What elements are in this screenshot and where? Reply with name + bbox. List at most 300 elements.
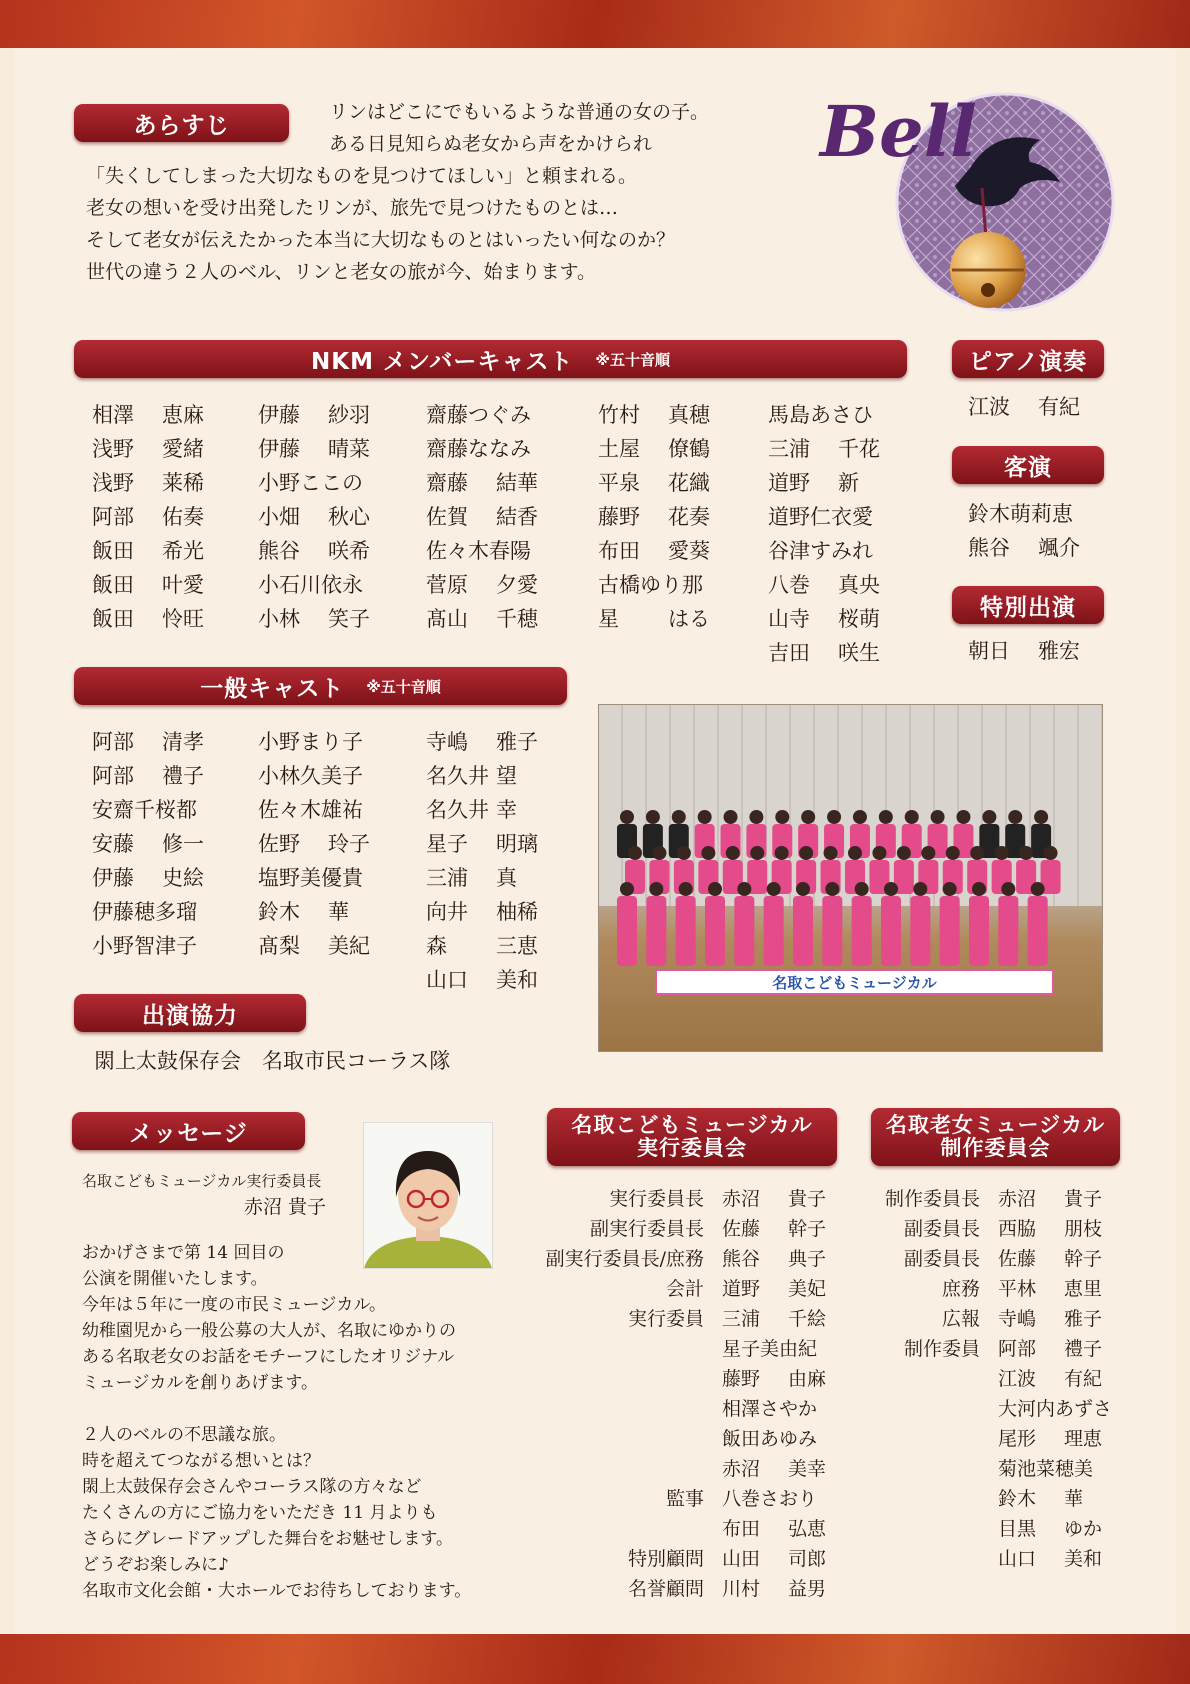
logo-text: Bell — [820, 90, 977, 173]
committee-member — [722, 1364, 826, 1394]
committee-member — [998, 1424, 1102, 1454]
figure-head — [913, 882, 927, 896]
family-name: 浅野 — [92, 437, 134, 461]
cast-name — [598, 466, 710, 500]
given-name: 美和 — [1064, 1548, 1103, 1570]
family-name: 熊谷 — [722, 1248, 761, 1270]
kids-committee-list — [540, 1184, 826, 1604]
cooperation-text: 閖上太鼓保存会 名取市民コーラス隊 — [94, 1049, 451, 1073]
given-name: 結香 — [496, 505, 538, 529]
kids-committee-heading — [547, 1108, 837, 1166]
committee-role: 副委員長 — [903, 1218, 980, 1240]
cast-name — [968, 390, 1080, 424]
message-line: 幼稚園児から一般公募の大人が、名取にゆかりの — [82, 1321, 456, 1341]
figure-head — [943, 882, 957, 896]
cast-name — [92, 725, 204, 759]
full-name: 鈴木萌莉恵 — [968, 502, 1073, 526]
bottom-decorative-band — [0, 1634, 1190, 1684]
committee-member — [998, 1184, 1102, 1214]
figure-head — [897, 846, 911, 860]
cast-name — [258, 861, 370, 895]
given-name: 愛葵 — [668, 539, 710, 563]
given-name: 柚稀 — [496, 900, 538, 924]
full-name: 馬島あさひ — [768, 403, 873, 427]
given-name: 玲子 — [328, 832, 370, 856]
committee-member — [998, 1244, 1102, 1274]
family-name: 尾形 — [998, 1428, 1037, 1450]
family-name: 安藤 — [92, 832, 134, 856]
figure-head — [620, 882, 634, 896]
figure-body — [969, 896, 989, 966]
given-name: 禮子 — [162, 764, 204, 788]
cast-name — [426, 398, 538, 432]
synopsis-line: ある日見知らぬ老女から声をかけられ — [329, 133, 653, 155]
synopsis-line: 「失くしてしまった大切なものを見つけてほしい」と頼まれる。 — [86, 165, 638, 187]
committee-row — [866, 1484, 1112, 1514]
committee-row — [866, 1364, 1112, 1394]
cast-name — [92, 398, 204, 432]
cast-name — [768, 636, 880, 670]
committee-role — [866, 1514, 980, 1544]
figure-head — [921, 846, 935, 860]
given-name: 益男 — [788, 1578, 827, 1600]
cast-name — [92, 534, 204, 568]
committee-row — [866, 1244, 1112, 1274]
full-name: 小林久美子 — [258, 764, 363, 788]
full-name: 相澤さやか — [722, 1398, 818, 1420]
given-name: 幸 — [496, 798, 517, 822]
family-name: 鈴木 — [258, 900, 300, 924]
cast-name — [598, 432, 710, 466]
figure-head — [749, 810, 763, 824]
cast-name — [92, 602, 204, 636]
committee-role — [866, 1544, 980, 1574]
committee-row — [540, 1334, 826, 1364]
family-name: 森 — [426, 934, 447, 958]
committee-row — [540, 1574, 826, 1604]
family-name: 名久井 — [426, 764, 489, 788]
general-cast-column — [92, 725, 204, 963]
given-name: 禮子 — [1064, 1338, 1103, 1360]
synopsis-heading: あらすじ — [74, 104, 289, 142]
message-line: たくさんの方にご協力をいただき 11 月よりも — [82, 1503, 438, 1523]
special-heading: 特別出演 — [952, 586, 1104, 624]
cast-name — [92, 568, 204, 602]
family-name: 赤沼 — [722, 1458, 761, 1480]
cast-name — [92, 793, 204, 827]
figure-head — [905, 810, 919, 824]
figure-head — [767, 882, 781, 896]
nkm-cast-note: ※五十音順 — [595, 350, 670, 369]
committee-row — [866, 1544, 1112, 1574]
cast-name — [426, 793, 538, 827]
family-name: 阿部 — [998, 1338, 1037, 1360]
family-name: 相澤 — [92, 403, 134, 427]
cast-name — [598, 534, 710, 568]
family-name: 寺嶋 — [998, 1308, 1037, 1330]
figure-head — [931, 810, 945, 824]
committee-row — [866, 1394, 1112, 1424]
given-name: 紗羽 — [328, 403, 370, 427]
family-name: 布田 — [598, 539, 640, 563]
nkm-cast-heading — [74, 340, 907, 378]
committee-member — [998, 1274, 1102, 1304]
message-line: どうぞお楽しみに♪ — [82, 1555, 229, 1575]
cast-name — [426, 759, 538, 793]
cast-name — [92, 929, 204, 963]
committee-row — [866, 1214, 1112, 1244]
given-name: 夕愛 — [496, 573, 538, 597]
figure-head — [750, 846, 764, 860]
committee-member — [722, 1454, 826, 1484]
committee-member — [722, 1394, 817, 1424]
given-name: 有紀 — [1038, 395, 1080, 419]
given-name: 千穂 — [496, 607, 538, 631]
family-name: 三浦 — [768, 437, 810, 461]
cast-name — [258, 466, 370, 500]
figure-head — [982, 810, 996, 824]
figure-body — [822, 896, 842, 966]
committee-role — [866, 1424, 980, 1454]
committee-member — [998, 1334, 1102, 1364]
given-name: 笑子 — [328, 607, 370, 631]
message-line: 時を超えてつながる想いとは？ — [82, 1451, 320, 1471]
given-name: 貴子 — [1064, 1188, 1103, 1210]
author-portrait — [363, 1122, 493, 1269]
cast-name — [598, 500, 710, 534]
committee-role — [866, 1364, 980, 1394]
committee-row — [540, 1394, 826, 1424]
figure-head — [775, 846, 789, 860]
family-name: 熊谷 — [968, 536, 1010, 560]
cast-name — [426, 534, 538, 568]
cast-name — [768, 602, 880, 636]
family-name: 山口 — [998, 1548, 1037, 1570]
full-name: 佐々木雄祐 — [258, 798, 363, 822]
committee-member — [998, 1214, 1102, 1244]
given-name: 美幸 — [788, 1458, 827, 1480]
figure-head — [677, 846, 691, 860]
family-name: 阿部 — [92, 764, 134, 788]
family-name: 髙山 — [426, 607, 468, 631]
cast-name — [92, 466, 204, 500]
full-name: 道野仁衣愛 — [768, 505, 873, 529]
figure-head — [775, 810, 789, 824]
figure-body — [676, 896, 696, 966]
given-name: 咲生 — [838, 641, 880, 665]
family-name: 佐賀 — [426, 505, 468, 529]
full-name: 谷津すみれ — [768, 539, 873, 563]
family-name: 佐藤 — [722, 1218, 761, 1240]
committee-row — [866, 1514, 1112, 1544]
piano-names — [968, 390, 1080, 424]
nkm-cast-title: NKM メンバーキャスト — [311, 348, 574, 375]
synopsis-line: そして老女が伝えたかった本当に大切なものとはいったい何なのか？ — [86, 229, 676, 251]
figure-body — [705, 896, 725, 966]
given-name: 弘恵 — [788, 1518, 827, 1540]
committee-role: 制作委員 — [903, 1338, 980, 1360]
committee-row — [540, 1454, 826, 1484]
family-name: 阿部 — [92, 505, 134, 529]
cast-name — [258, 432, 370, 466]
cast-name — [426, 568, 538, 602]
committee-member — [998, 1394, 1112, 1424]
cast-name — [258, 759, 370, 793]
given-name: はる — [668, 607, 710, 631]
full-name: 小野まり子 — [258, 730, 363, 754]
cast-name — [768, 398, 880, 432]
given-name: 雅宏 — [1038, 639, 1080, 663]
cast-name — [768, 534, 880, 568]
figure-head — [649, 882, 663, 896]
committee-role: 実行委員 — [627, 1308, 704, 1330]
cast-name — [92, 500, 204, 534]
family-name: 道野 — [768, 471, 810, 495]
cast-name — [768, 432, 880, 466]
cast-name — [426, 500, 538, 534]
full-name: 小野智津子 — [92, 934, 197, 958]
committee-row — [866, 1424, 1112, 1454]
figure-body — [852, 896, 872, 966]
committee-role — [866, 1454, 980, 1484]
family-name: 星子 — [426, 832, 468, 856]
family-name: 髙梨 — [258, 934, 300, 958]
committee-role: 特別顧問 — [627, 1548, 704, 1570]
committee-member — [722, 1574, 826, 1604]
figure-body — [764, 896, 784, 966]
full-name: 佐々木春陽 — [426, 539, 531, 563]
figure-head — [679, 882, 693, 896]
general-cast-heading — [74, 667, 567, 705]
full-name: 伊藤穂多瑠 — [92, 900, 197, 924]
cooperation-heading: 出演協力 — [74, 994, 306, 1032]
committee-row — [866, 1304, 1112, 1334]
special-names — [968, 634, 1080, 668]
figure-body — [646, 896, 666, 966]
message-line: ２人のベルの不思議な旅。 — [82, 1425, 286, 1445]
figure-body — [734, 896, 754, 966]
given-name: 有紀 — [1064, 1368, 1103, 1390]
general-cast-title: 一般キャスト — [200, 675, 345, 702]
group-photo — [598, 704, 1103, 1052]
given-name: 颯介 — [1038, 536, 1080, 560]
family-name: 西脇 — [998, 1218, 1037, 1240]
given-name: 雅子 — [1064, 1308, 1103, 1330]
cast-name — [92, 861, 204, 895]
message-line: 名取市文化会館・大ホールでお待ちしております。 — [82, 1581, 472, 1601]
committee-member — [722, 1304, 826, 1334]
family-name: 阿部 — [92, 730, 134, 754]
committee-role: 副実行委員長 — [589, 1218, 704, 1240]
given-name: 理恵 — [1064, 1428, 1103, 1450]
given-name: 結華 — [496, 471, 538, 495]
family-name: 星 — [598, 607, 619, 631]
committee-row — [866, 1274, 1112, 1304]
committee-member — [722, 1184, 826, 1214]
kids-committee-heading-line2: 実行委員会 — [637, 1136, 747, 1160]
family-name: 山寺 — [768, 607, 810, 631]
family-name: 飯田 — [92, 573, 134, 597]
committee-member — [722, 1544, 826, 1574]
given-name: 莱稀 — [162, 471, 204, 495]
top-decorative-band — [0, 0, 1190, 48]
committee-role: 会計 — [665, 1278, 704, 1300]
figure-body — [940, 896, 960, 966]
cast-name — [92, 432, 204, 466]
message-line: 公演を開催いたします。 — [82, 1269, 268, 1289]
given-name: 桜萌 — [838, 607, 880, 631]
committee-row — [866, 1184, 1112, 1214]
family-name: 伊藤 — [258, 437, 300, 461]
given-name: 真 — [496, 866, 517, 890]
committee-member — [722, 1424, 817, 1454]
family-name: 八巻 — [768, 573, 810, 597]
figure-head — [1008, 810, 1022, 824]
committee-row — [540, 1424, 826, 1454]
family-name: 川村 — [722, 1578, 761, 1600]
full-name: 古橋ゆり那 — [598, 573, 703, 597]
cast-name — [258, 725, 370, 759]
message-line: ある名取老女のお話をモチーフにしたオリジナル — [82, 1347, 455, 1367]
committee-member — [722, 1214, 826, 1244]
figure-head — [970, 846, 984, 860]
committee-member — [722, 1244, 826, 1274]
figure-head — [708, 882, 722, 896]
figure-body — [793, 896, 813, 966]
cast-name — [258, 534, 370, 568]
nkm-cast-column — [258, 398, 370, 636]
full-name: 齋藤ななみ — [426, 437, 531, 461]
cast-name — [426, 466, 538, 500]
figure-head — [628, 846, 642, 860]
committee-role: 名誉顧問 — [627, 1578, 704, 1600]
figure-body — [910, 896, 930, 966]
cast-name — [426, 895, 538, 929]
given-name: 雅子 — [496, 730, 538, 754]
figure-head — [701, 846, 715, 860]
general-cast-column — [426, 725, 538, 997]
committee-row — [540, 1244, 826, 1274]
figure-head — [698, 810, 712, 824]
committee-member — [998, 1304, 1102, 1334]
committee-member — [722, 1484, 817, 1514]
figure-body — [998, 896, 1018, 966]
committee-role: 副実行委員長/庶務 — [545, 1248, 704, 1270]
rojo-committee-heading-line2: 制作委員会 — [940, 1136, 1051, 1160]
guest-heading: 客演 — [952, 446, 1104, 484]
cast-name — [92, 759, 204, 793]
general-cast-column — [258, 725, 370, 963]
given-name: 秋心 — [328, 505, 370, 529]
committee-role: 制作委員長 — [884, 1188, 980, 1210]
family-name: 佐野 — [258, 832, 300, 856]
family-name: 平泉 — [598, 471, 640, 495]
given-name: 貴子 — [788, 1188, 827, 1210]
full-name: 菊池菜穂美 — [998, 1458, 1094, 1480]
figure-head — [879, 810, 893, 824]
synopsis-text — [86, 96, 786, 288]
cast-name — [598, 602, 710, 636]
given-name: 咲希 — [328, 539, 370, 563]
figure-head — [848, 846, 862, 860]
full-name: 八巻さおり — [722, 1488, 818, 1510]
family-name: 吉田 — [768, 641, 810, 665]
family-name: 寺嶋 — [426, 730, 468, 754]
figure-head — [855, 882, 869, 896]
cast-name — [426, 929, 538, 963]
committee-member — [998, 1544, 1102, 1574]
committee-row — [540, 1364, 826, 1394]
family-name: 目黒 — [998, 1518, 1037, 1540]
family-name: 道野 — [722, 1278, 761, 1300]
synopsis-line: リンはどこにでもいるような普通の女の子。 — [329, 101, 710, 123]
full-name: 安齋千桜都 — [92, 798, 197, 822]
committee-role: 広報 — [941, 1308, 980, 1330]
full-name: 大河内あずさ — [998, 1398, 1113, 1420]
bell-logo — [800, 68, 1130, 318]
cast-name — [258, 398, 370, 432]
cast-name — [258, 929, 370, 963]
family-name: 伊藤 — [258, 403, 300, 427]
cast-name — [258, 895, 370, 929]
full-name: 齋藤つぐみ — [426, 403, 531, 427]
given-name: 恵里 — [1064, 1278, 1103, 1300]
figure-head — [884, 882, 898, 896]
figure-head — [646, 810, 660, 824]
figure-head — [620, 810, 634, 824]
figure-head — [1031, 882, 1045, 896]
given-name: 司郎 — [788, 1548, 827, 1570]
given-name: 幹子 — [788, 1218, 827, 1240]
cast-name — [92, 895, 204, 929]
family-name: 齋藤 — [426, 471, 468, 495]
synopsis-line: 世代の違う２人のベル、リンと老女の旅が今、始まります。 — [86, 261, 596, 283]
given-name: 希光 — [162, 539, 204, 563]
given-name: 千花 — [838, 437, 880, 461]
figure-head — [796, 882, 810, 896]
figure-head — [724, 810, 738, 824]
guest-names — [968, 497, 1080, 565]
figure-head — [737, 882, 751, 896]
given-name: 明璃 — [496, 832, 538, 856]
committee-role — [540, 1334, 704, 1364]
figure-head — [956, 810, 970, 824]
family-name: 竹村 — [598, 403, 640, 427]
family-name: 朝日 — [968, 639, 1010, 663]
family-name: 小畑 — [258, 505, 300, 529]
committee-member — [998, 1454, 1093, 1484]
given-name: 華 — [328, 900, 349, 924]
message-heading: メッセージ — [72, 1112, 305, 1150]
family-name: 赤沼 — [722, 1188, 761, 1210]
family-name: 佐藤 — [998, 1248, 1037, 1270]
family-name: 平林 — [998, 1278, 1037, 1300]
committee-row — [540, 1514, 826, 1544]
family-name: 江波 — [968, 395, 1010, 419]
family-name: 熊谷 — [258, 539, 300, 563]
given-name: 花織 — [668, 471, 710, 495]
given-name: 晴菜 — [328, 437, 370, 461]
given-name: 美和 — [496, 968, 538, 992]
committee-row — [540, 1484, 826, 1514]
given-name: 叶愛 — [162, 573, 204, 597]
figure-body — [881, 896, 901, 966]
given-name: 修一 — [162, 832, 204, 856]
given-name: 怜旺 — [162, 607, 204, 631]
nkm-cast-column — [768, 398, 880, 670]
cast-name — [768, 568, 880, 602]
figure-head — [872, 846, 886, 860]
